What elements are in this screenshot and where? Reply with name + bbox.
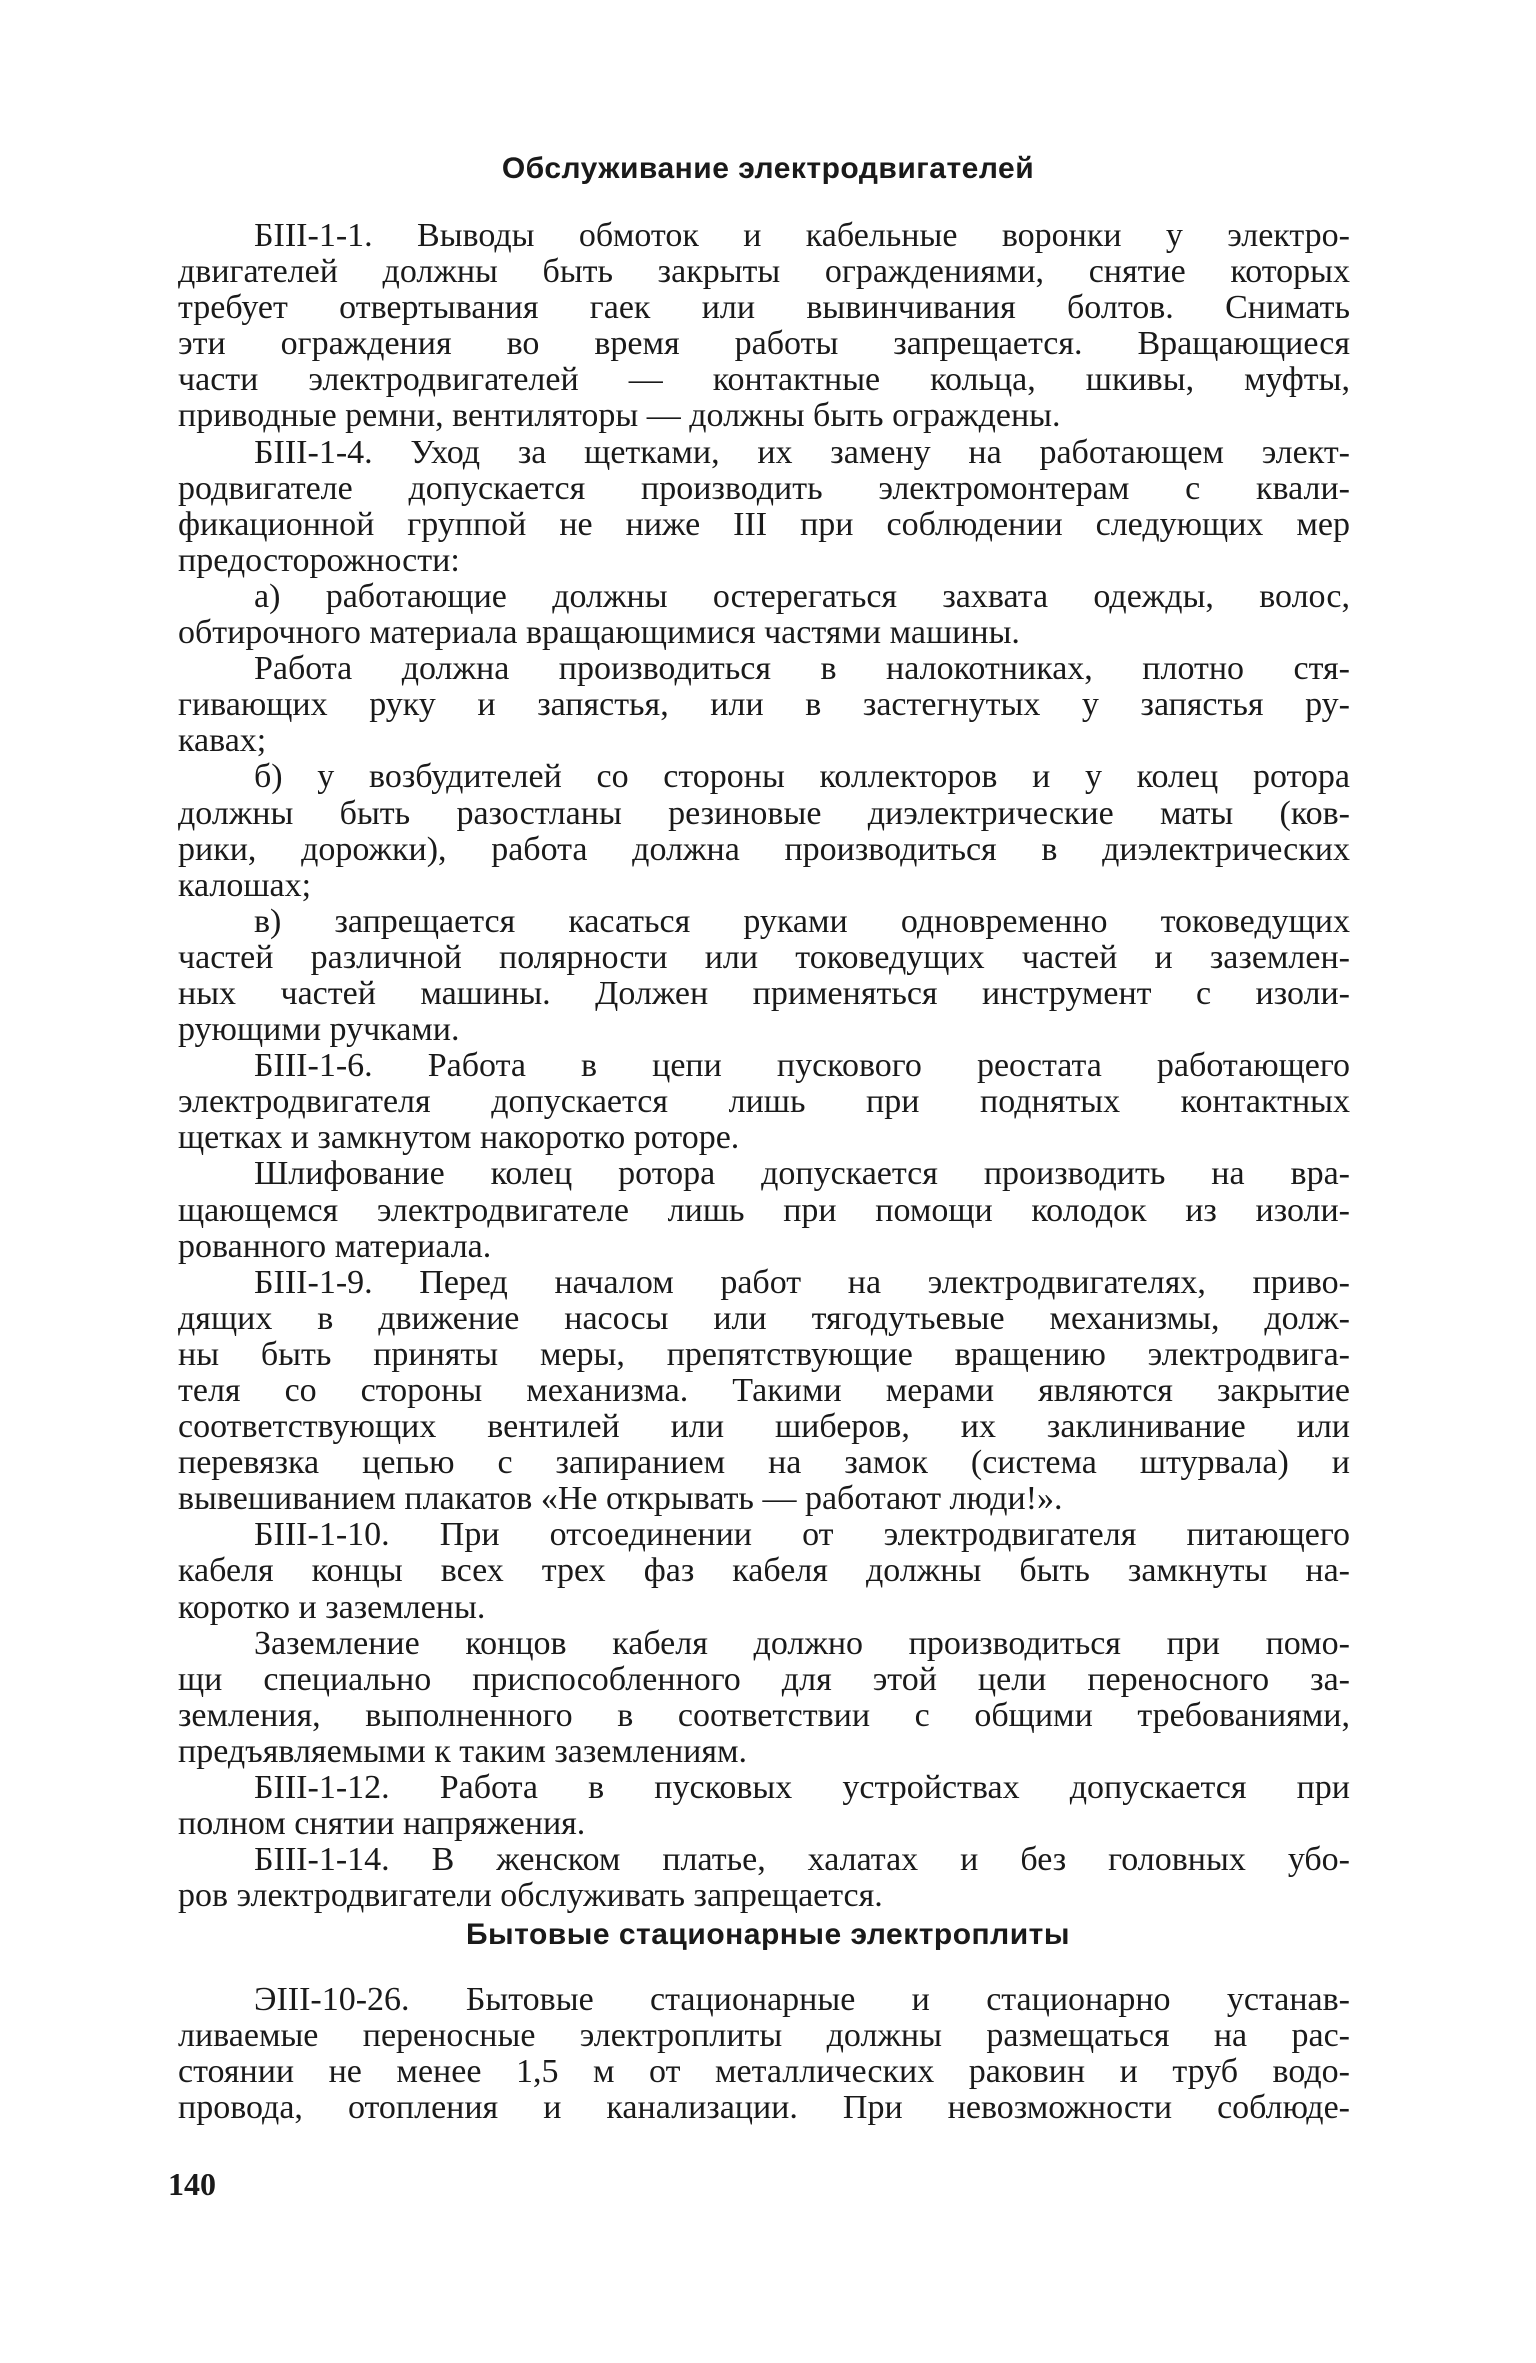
text-line: щи специально приспособленного для этой цели переносного за- [178, 1660, 1350, 1698]
text-line: ны быть приняты меры, препятствующие вращению электродвига- [178, 1335, 1350, 1373]
text-line: рованного материала. [178, 1227, 492, 1265]
text-line: земления, выполненного в соответствии с общими требованиями, [178, 1696, 1350, 1734]
text-line: ЭIII-10-26. Бытовые стационарные и стационарно устанав- [254, 1981, 1350, 2018]
text-line: фикационной группой не ниже III при соблюдении следующих мер [178, 505, 1350, 543]
text-line: провода, отопления и канализации. При невозможности соблюде- [178, 2089, 1350, 2127]
text-line: части электродвигателей — контактные кольца, шкивы, муфты, [178, 361, 1350, 399]
text-line: ливаемые переносные электроплиты должны размещаться на рас- [178, 2017, 1350, 2055]
text-line: ров электродвигатели обслуживать запрещается. [178, 1877, 883, 1915]
text-line: стоянии не менее 1,5 м от металлических раковин и труб водо- [178, 2053, 1350, 2091]
text-line: соответствующих вентилей или шиберов, их заклинивание или [178, 1408, 1350, 1446]
text-line: щетках и замкнутом накоротко роторе. [178, 1119, 740, 1157]
text-line: теля со стороны механизма. Такими мерами являются закрытие [178, 1372, 1350, 1409]
text-line: должны быть разостланы резиновые диэлектрические маты (ков- [178, 794, 1350, 832]
text-line: Работа должна производиться в налокотниках, плотно стя- [254, 650, 1350, 688]
text-line: БIII-1-1. Выводы обмоток и кабельные воронки у электро- [254, 217, 1350, 254]
text-line: Заземление концов кабеля должно производиться при помо- [254, 1624, 1350, 1662]
text-line: предъявляемыми к таким заземлениям. [178, 1732, 748, 1770]
text-line: полном снятии напряжения. [178, 1805, 586, 1843]
text-line: приводные ремни, вентиляторы — должны быть ограждены. [178, 397, 1061, 435]
text-line: электродвигателя допускается лишь при поднятых контактных [178, 1083, 1350, 1121]
text-line: перевязка цепью с запиранием на замок (система штурвала) и [178, 1444, 1350, 1482]
text-line: рики, дорожки), работа должна производиться в диэлектрических [178, 830, 1350, 868]
text-line: БIII-1-6. Работа в цепи пускового реостата работающего [254, 1047, 1350, 1085]
text-line: в) запрещается касаться руками одновременно токоведущих [254, 902, 1350, 940]
text-line: дящих в движение насосы или тягодутьевые механизмы, долж- [178, 1299, 1350, 1337]
text-line: щающемся электродвигателе лишь при помощи колодок из изоли- [178, 1191, 1350, 1229]
text-line: кабеля концы всех трех фаз кабеля должны быть замкнуты на- [178, 1552, 1350, 1590]
text-line: родвигателе допускается производить электромонтерам с квали- [178, 469, 1350, 507]
text-line: а) работающие должны остерегаться захвата одежды, волос, [254, 577, 1350, 615]
text-line: ных частей машины. Должен применяться инструмент с изоли- [178, 974, 1350, 1012]
section-heading-motors: Обслуживание электродвигателей [501, 152, 1035, 185]
text-line: БIII-1-12. Работа в пусковых устройствах допускается при [254, 1769, 1350, 1807]
text-line: б) у возбудителей со стороны коллекторов и у колец ротора [254, 758, 1350, 796]
text-line: двигателей должны быть закрыты ограждениями, снятие которых [178, 253, 1350, 291]
section-heading-stoves: Бытовые стационарные электроплиты [465, 1918, 1070, 1951]
text-line: БIII-1-4. Уход за щетками, их замену на работающем элект- [254, 433, 1350, 471]
text-line: БIII-1-10. При отсоединении от электродвигателя питающего [254, 1516, 1350, 1554]
text-line: эти ограждения во время работы запрещается. Вращающиеся [178, 325, 1350, 363]
text-line: Шлифование колец ротора допускается производить на вра- [254, 1155, 1350, 1193]
page-number: 140 [168, 2166, 216, 2202]
text-line: обтирочного материала вращающимися частями машины. [178, 614, 1020, 652]
text-line: коротко и заземлены. [178, 1588, 486, 1626]
text-line: БIII-1-14. В женском платье, халатах и без головных убо- [254, 1841, 1350, 1879]
text-line: гивающих руку и запястья, или в застегнутых у запястья ру- [178, 686, 1350, 724]
text-line: кавах; [178, 722, 267, 760]
text-line: требует отвертывания гаек или вывинчивания болтов. Снимать [178, 289, 1350, 327]
section-body-stoves [178, 1982, 1350, 2126]
text-line: вывешиванием плакатов «Не открывать — работают люди!». [178, 1480, 1063, 1518]
text-line: предосторожности: [178, 541, 460, 579]
text-line: рующими ручками. [178, 1011, 460, 1049]
section-body-motors [178, 218, 1350, 1914]
text-line: БIII-1-9. Перед началом работ на электродвигателях, приво- [254, 1263, 1350, 1301]
text-line: частей различной полярности или токоведущих частей и заземлен- [178, 938, 1350, 976]
text-line: калошах; [178, 866, 312, 904]
